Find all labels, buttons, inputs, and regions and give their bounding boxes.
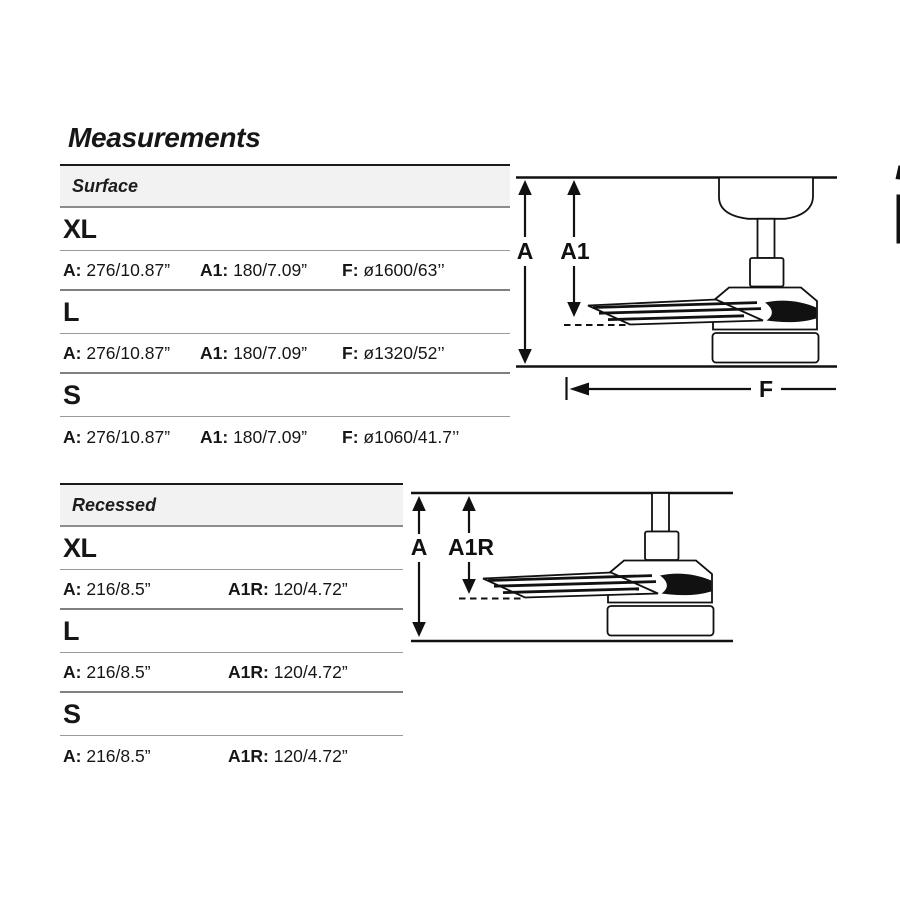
measurement-pair-a1r bbox=[228, 746, 348, 767]
recessed-measurement-row-s bbox=[60, 736, 403, 776]
surface-table-header bbox=[60, 166, 510, 208]
measurement-key: A: bbox=[63, 745, 82, 766]
measurement-pair-a bbox=[63, 427, 200, 448]
measurement-pair-a1r bbox=[228, 579, 348, 600]
measurement-value: 276/10.87” bbox=[86, 426, 171, 447]
dimension-arrow-f bbox=[567, 376, 837, 402]
measurement-pair-a bbox=[63, 579, 228, 600]
surface-size-row-l bbox=[60, 291, 510, 334]
surface-mounting-diagram bbox=[505, 160, 900, 405]
measurement-pair-a1r bbox=[228, 662, 348, 683]
measurement-pair-a bbox=[63, 343, 200, 364]
measurement-key: A1: bbox=[200, 259, 229, 280]
size-label: L bbox=[63, 615, 79, 646]
measurement-value: 120/4.72” bbox=[273, 745, 348, 766]
measurement-value: 216/8.5” bbox=[86, 661, 151, 682]
fan-side-view bbox=[483, 493, 714, 636]
fan-coupling bbox=[750, 258, 784, 287]
dim-label-a1: A1 bbox=[560, 238, 590, 264]
fan-side-view bbox=[588, 178, 819, 363]
recessed-size-row-s bbox=[60, 693, 403, 736]
recessed-size-row-l bbox=[60, 610, 403, 653]
measurement-pair-a1 bbox=[200, 260, 342, 281]
size-label: S bbox=[63, 698, 81, 729]
recessed-measurement-row-l bbox=[60, 653, 403, 693]
measurement-pair-a1 bbox=[200, 343, 342, 364]
measurement-key: A1R: bbox=[228, 578, 269, 599]
surface-measurement-row-s bbox=[60, 417, 510, 457]
measurement-value: 216/8.5” bbox=[86, 745, 151, 766]
fan-light-body bbox=[608, 606, 714, 636]
measurement-key: A: bbox=[63, 342, 82, 363]
recessed-table-header bbox=[60, 485, 403, 527]
surface-measurement-row-xl bbox=[60, 251, 510, 291]
measurement-value: 120/4.72” bbox=[273, 661, 348, 682]
measurement-key: A1: bbox=[200, 342, 229, 363]
dim-label-f: F bbox=[758, 376, 774, 402]
dim-label-a: A bbox=[410, 534, 428, 560]
measurement-key: A: bbox=[63, 426, 82, 447]
size-label: XL bbox=[63, 213, 97, 244]
dim-label-a1r: A1R bbox=[447, 534, 495, 560]
measurement-key: F: bbox=[342, 342, 359, 363]
measurement-value: ø1320/52’’ bbox=[363, 342, 445, 363]
surface-header-label: Surface bbox=[72, 175, 139, 196]
measurement-pair-a bbox=[63, 662, 228, 683]
recessed-mounting-diagram bbox=[403, 485, 748, 648]
measurement-key: F: bbox=[342, 426, 359, 447]
page-title: Measurements bbox=[68, 122, 261, 153]
measurement-key: A: bbox=[63, 259, 82, 280]
measurement-pair-f bbox=[342, 427, 459, 448]
measurement-value: 276/10.87” bbox=[86, 342, 171, 363]
measurement-key: A: bbox=[63, 661, 82, 682]
measurement-value: ø1060/41.7’’ bbox=[363, 426, 460, 447]
surface-table bbox=[60, 164, 510, 457]
recessed-header-label: Recessed bbox=[72, 494, 157, 515]
cropped-edge-fragments bbox=[896, 166, 900, 244]
recessed-measurement-row-xl bbox=[60, 570, 403, 610]
measurement-value: 180/7.09” bbox=[233, 342, 308, 363]
fan-downrod bbox=[652, 493, 669, 532]
size-label: XL bbox=[63, 532, 97, 563]
size-label: S bbox=[63, 379, 81, 410]
measurement-key: A1: bbox=[200, 426, 229, 447]
size-label: L bbox=[63, 296, 79, 327]
dimension-arrow-a bbox=[517, 180, 534, 364]
measurement-value: 276/10.87” bbox=[86, 259, 171, 280]
measurement-value: ø1600/63’’ bbox=[363, 259, 445, 280]
fan-coupling bbox=[645, 532, 679, 561]
measurement-value: 180/7.09” bbox=[233, 259, 308, 280]
measurement-value: 216/8.5” bbox=[86, 578, 151, 599]
measurement-pair-a bbox=[63, 260, 200, 281]
measurement-key: A: bbox=[63, 578, 82, 599]
measurement-pair-f bbox=[342, 343, 445, 364]
dim-label-a: A bbox=[516, 238, 534, 264]
fan-light-body bbox=[713, 333, 819, 363]
surface-measurement-row-l bbox=[60, 334, 510, 374]
dimension-arrow-a1 bbox=[560, 180, 590, 317]
surface-size-row-xl bbox=[60, 208, 510, 251]
measurement-key: A1R: bbox=[228, 661, 269, 682]
measurement-pair-a1 bbox=[200, 427, 342, 448]
measurement-key: F: bbox=[342, 259, 359, 280]
recessed-size-row-xl bbox=[60, 527, 403, 570]
surface-size-row-s bbox=[60, 374, 510, 417]
measurement-pair-f bbox=[342, 260, 445, 281]
recessed-table bbox=[60, 483, 403, 776]
measurement-pair-a bbox=[63, 746, 228, 767]
fan-canopy bbox=[719, 178, 813, 219]
fan-downrod bbox=[758, 219, 775, 258]
measurement-key: A1R: bbox=[228, 745, 269, 766]
dimension-arrow-a bbox=[411, 496, 428, 637]
measurement-value: 180/7.09” bbox=[233, 426, 308, 447]
measurement-value: 120/4.72” bbox=[273, 578, 348, 599]
